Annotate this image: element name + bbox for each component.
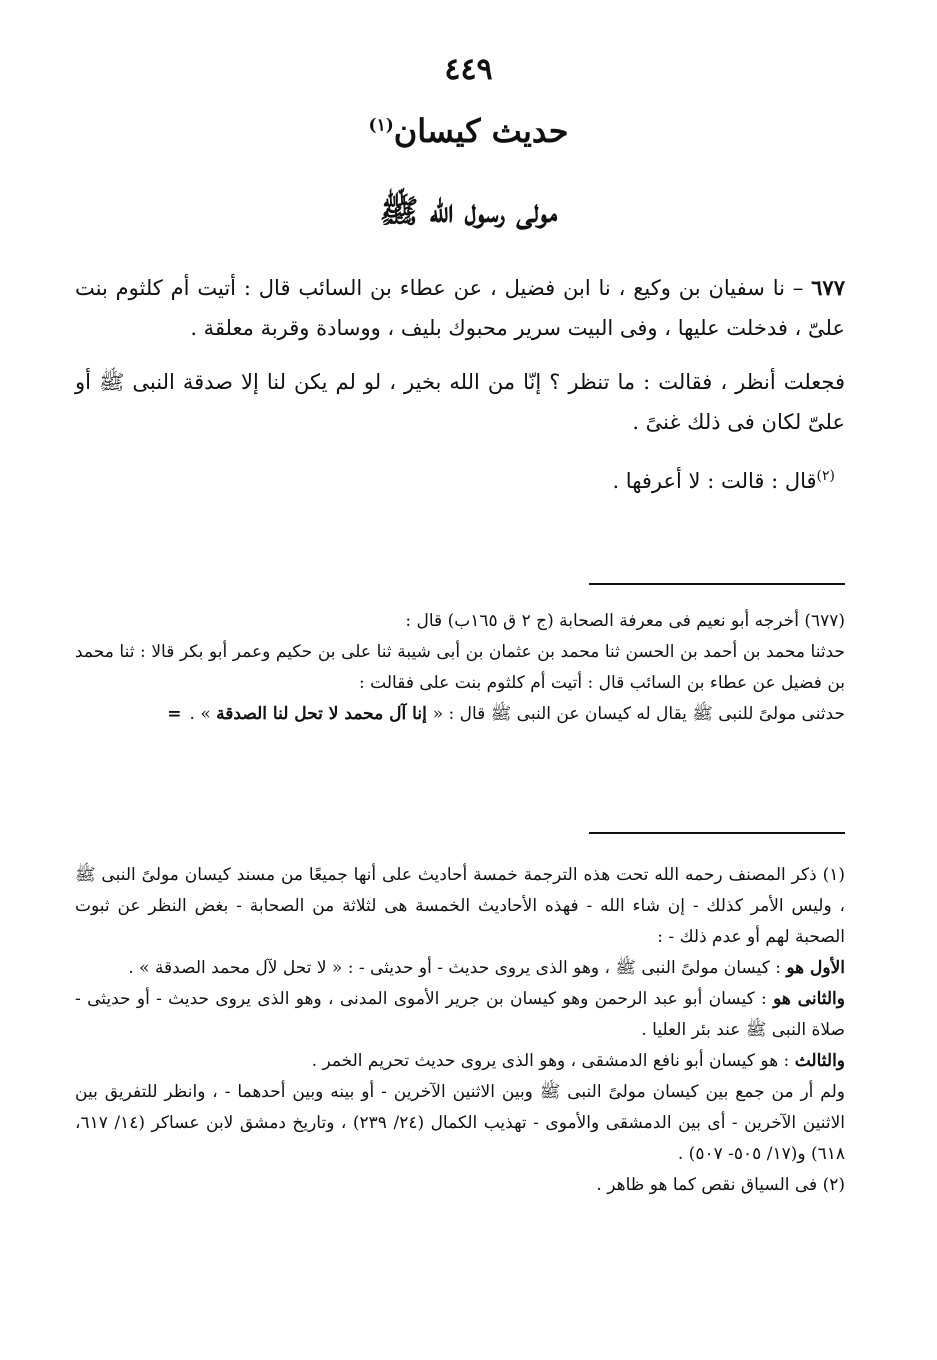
takhrij-quote-text: إنا آل محمد لا تحل لنا الصدقة [216, 704, 433, 724]
chapter-title-footnote-ref[interactable]: (١) [368, 115, 394, 136]
takhrij-quote-intro: حدثنى مولىً للنبى ﷺ يقال له كيسان عن النبى ﷺ قال : « [432, 704, 845, 724]
first-label: الأول هو [786, 958, 845, 978]
third-text: : هو كيسان أبو نافع الدمشقى ، وهو الذى يروى حديث تحريم الخمر . [311, 1051, 795, 1071]
footnote-2: (٢) فى السياق نقص كما هو ظاهر . [596, 1175, 845, 1195]
footnote-divider-2 [589, 832, 845, 834]
second-label: والثانى هو [773, 989, 845, 1009]
takhrij-footnote [75, 606, 845, 730]
footnote-1-second [75, 984, 845, 1046]
second-text: : كيسان أبو عبد الرحمن وهو كيسان بن جرير الأموى المدنى ، وهو الذى يروى حديث - أو حديثى - صلاة النبى ﷺ عند بئر العليا . [75, 989, 845, 1040]
hadith-body [75, 268, 845, 501]
footnotes-section [75, 860, 845, 1201]
footnote-1-first [75, 953, 845, 984]
hadith-footnote-ref[interactable]: (٢) [816, 468, 835, 484]
page-number: ٤٤٩ [444, 52, 493, 87]
chapter-title-text: حديث كيسان [393, 112, 569, 150]
first-text: : كيسان مولىً النبى ﷺ ، وهو الذى يروى حديث - أو حديثى - : « لا تحل لآل محمد الصدقة » . [128, 958, 787, 978]
takhrij-line-3 [75, 699, 845, 730]
hadith-text-3: قال : قالت : لا أعرفها . [612, 469, 817, 493]
footnote-1-note: ولم أر من جمع بين كيسان مولىً النبى ﷺ وبين الاثنين الآخرين - أو بينه وبين أحدهما - ، وانظر للتفريق بين الاثنين الآخرين - أى بين الدمشقى والأموى - تهذيب الكمال (٢٤/ ٢٣٩) ، وتاريخ دمشق لابن عساكر (١٤/ ٦١٧، ٦١٨) و(١٧/ ٥٠٥- ٥٠٧) . [75, 1082, 845, 1164]
takhrij-quote-end: » . [189, 704, 217, 724]
footnote-1-third [75, 1046, 845, 1077]
footnote-divider-1 [589, 583, 845, 585]
hadith-paragraph-2: فجعلت أنظر ، فقالت : ما تنظر ؟ إنّا من الله بخير ، لو لم يكن لنا إلا صدقة النبى ﷺ أو علىّ لكان فى ذلك غنىً . [75, 370, 845, 434]
hadith-paragraph-3 [75, 456, 845, 501]
takhrij-line-1: (٦٧٧) أخرجه أبو نعيم فى معرفة الصحابة (ج ٢ ق ١٦٥ب) قال : [405, 611, 845, 631]
continuation-mark: = [167, 704, 182, 724]
chapter-title [0, 112, 937, 150]
hadith-paragraph-1 [75, 268, 845, 348]
hadith-text-1: – نا سفيان بن وكيع ، نا ابن فضيل ، عن عطاء بن السائب قال : أتيت أم كلثوم بنت علىّ ، فدخلت عليها ، وفى البيت سرير محبوك بليف ، ووسادة وقربة معلقة . [75, 276, 845, 340]
footnote-1-intro: (١) ذكر المصنف رحمه الله تحت هذه الترجمة خمسة أحاديث على أنها جميعًا من مسند كيسان مولىً النبى ﷺ ، وليس الأمر كذلك - إن شاء الله - فهذه الأحاديث الخمسة هى لثلاثة من الصحابة - بغض النظر عن ثبوت الصحبة لهم أو عدم ذلك - : [75, 865, 845, 947]
third-label: والثالث [794, 1051, 845, 1071]
chapter-subtitle: مولى رسول الله ﷺ [379, 192, 558, 230]
takhrij-line-2: حدثنا محمد بن أحمد بن الحسن ثنا محمد بن عثمان بن أبى شيبة ثنا على بن حكيم وعمر أبو بكر قالا : ثنا محمد بن فضيل عن عطاء بن السائب قال : أتيت أم كلثوم بنت على فقالت : [75, 642, 845, 693]
hadith-number: ٦٧٧ [811, 275, 845, 300]
